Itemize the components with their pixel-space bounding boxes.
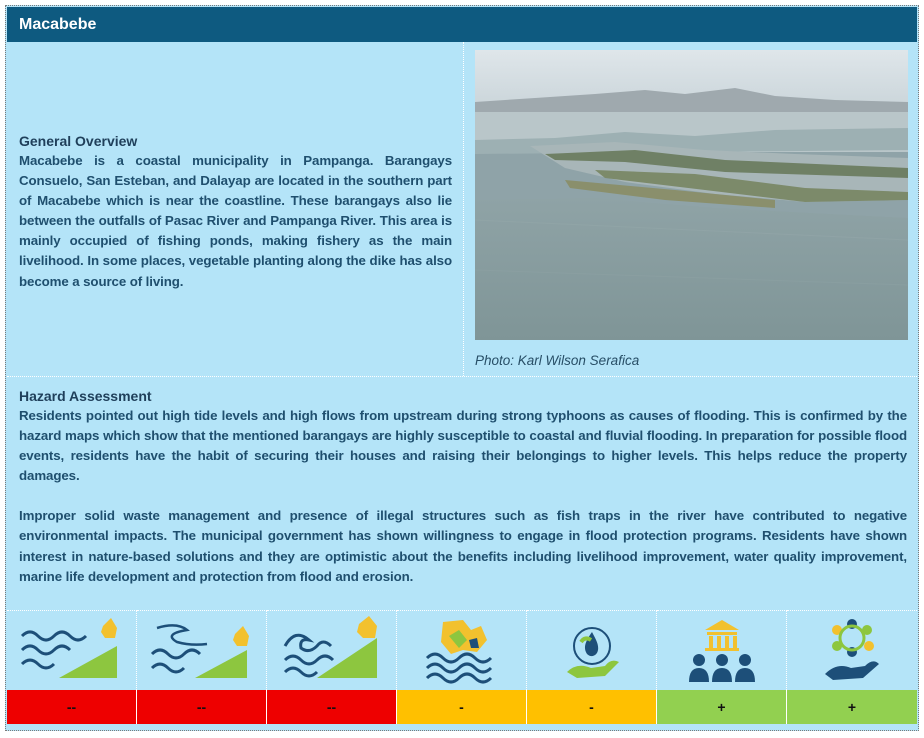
rating-cell-2: -- bbox=[137, 690, 267, 724]
water-quality-icon bbox=[537, 616, 647, 686]
indicator-cell-3 bbox=[267, 610, 397, 690]
aerial-coast-image bbox=[475, 50, 908, 340]
river-flood-icon bbox=[147, 616, 257, 686]
section-divider bbox=[7, 376, 917, 377]
rating-cell-4: - bbox=[397, 690, 527, 724]
indicator-cell-6 bbox=[657, 610, 787, 690]
storm-surge-icon bbox=[277, 616, 387, 686]
community-support-icon bbox=[797, 616, 907, 686]
indicator-cell-2 bbox=[137, 610, 267, 690]
photo-caption: Photo: Karl Wilson Serafica bbox=[475, 353, 640, 368]
waste-pollution-icon bbox=[407, 616, 517, 686]
indicator-cell-5 bbox=[527, 610, 657, 690]
governance-community-icon bbox=[667, 616, 777, 686]
overview-text: Macabebe is a coastal municipality in Pampanga. Barangays Consuelo, San Esteban, and Dalayap are located in the southern part of Macabebe which is near the coastline. These barangays also lie between the outfalls of Pasac River and Pampanga River. This area is mainly occupied of fishing ponds, making fishery as the main livelihood. In some places, vegetable planting along the dike has also become a source of living. bbox=[19, 153, 452, 289]
coastline-photo bbox=[475, 50, 908, 340]
hazard-heading: Hazard Assessment bbox=[19, 388, 152, 404]
hazard-paragraph-2: Improper solid waste management and presence of illegal structures such as fish traps in the river have contributed to negative environmental impacts. The municipal government has shown willingness to engage in flood protection programs. Residents have shown interest in nature-based solutions and they are optimistic about the benefits including livelihood improvement, water quality improvement, marine life development and protection from flood and erosion. bbox=[19, 508, 907, 584]
indicator-icons-row bbox=[7, 610, 917, 690]
general-overview-section bbox=[7, 42, 463, 376]
photo-section bbox=[465, 42, 918, 376]
overview-heading: General Overview bbox=[19, 133, 138, 149]
column-divider bbox=[463, 42, 464, 376]
page-title: Macabebe bbox=[7, 7, 917, 42]
rating-cell-6: + bbox=[657, 690, 787, 724]
hazard-paragraph-1: Residents pointed out high tide levels and high flows from upstream during strong typhoons as causes of flooding. This is confirmed by the hazard maps which show that the mentioned barangays are highly susceptible to coastal and fluvial flooding. In preparation for possible flood events, residents have the habit of securing their houses and raising their belongings to higher levels. This helps reduce the property damages. bbox=[19, 408, 907, 484]
indicator-cell-4 bbox=[397, 610, 527, 690]
indicator-cell-7 bbox=[787, 610, 917, 690]
coastal-flood-icon bbox=[17, 616, 127, 686]
rating-cell-3: -- bbox=[267, 690, 397, 724]
rating-cell-5: - bbox=[527, 690, 657, 724]
rating-cell-1: -- bbox=[7, 690, 137, 724]
indicator-ratings-row bbox=[7, 690, 917, 724]
municipality-card bbox=[5, 5, 919, 731]
rating-cell-7: + bbox=[787, 690, 917, 724]
hazard-assessment-section bbox=[7, 387, 917, 612]
indicator-cell-1 bbox=[7, 610, 137, 690]
